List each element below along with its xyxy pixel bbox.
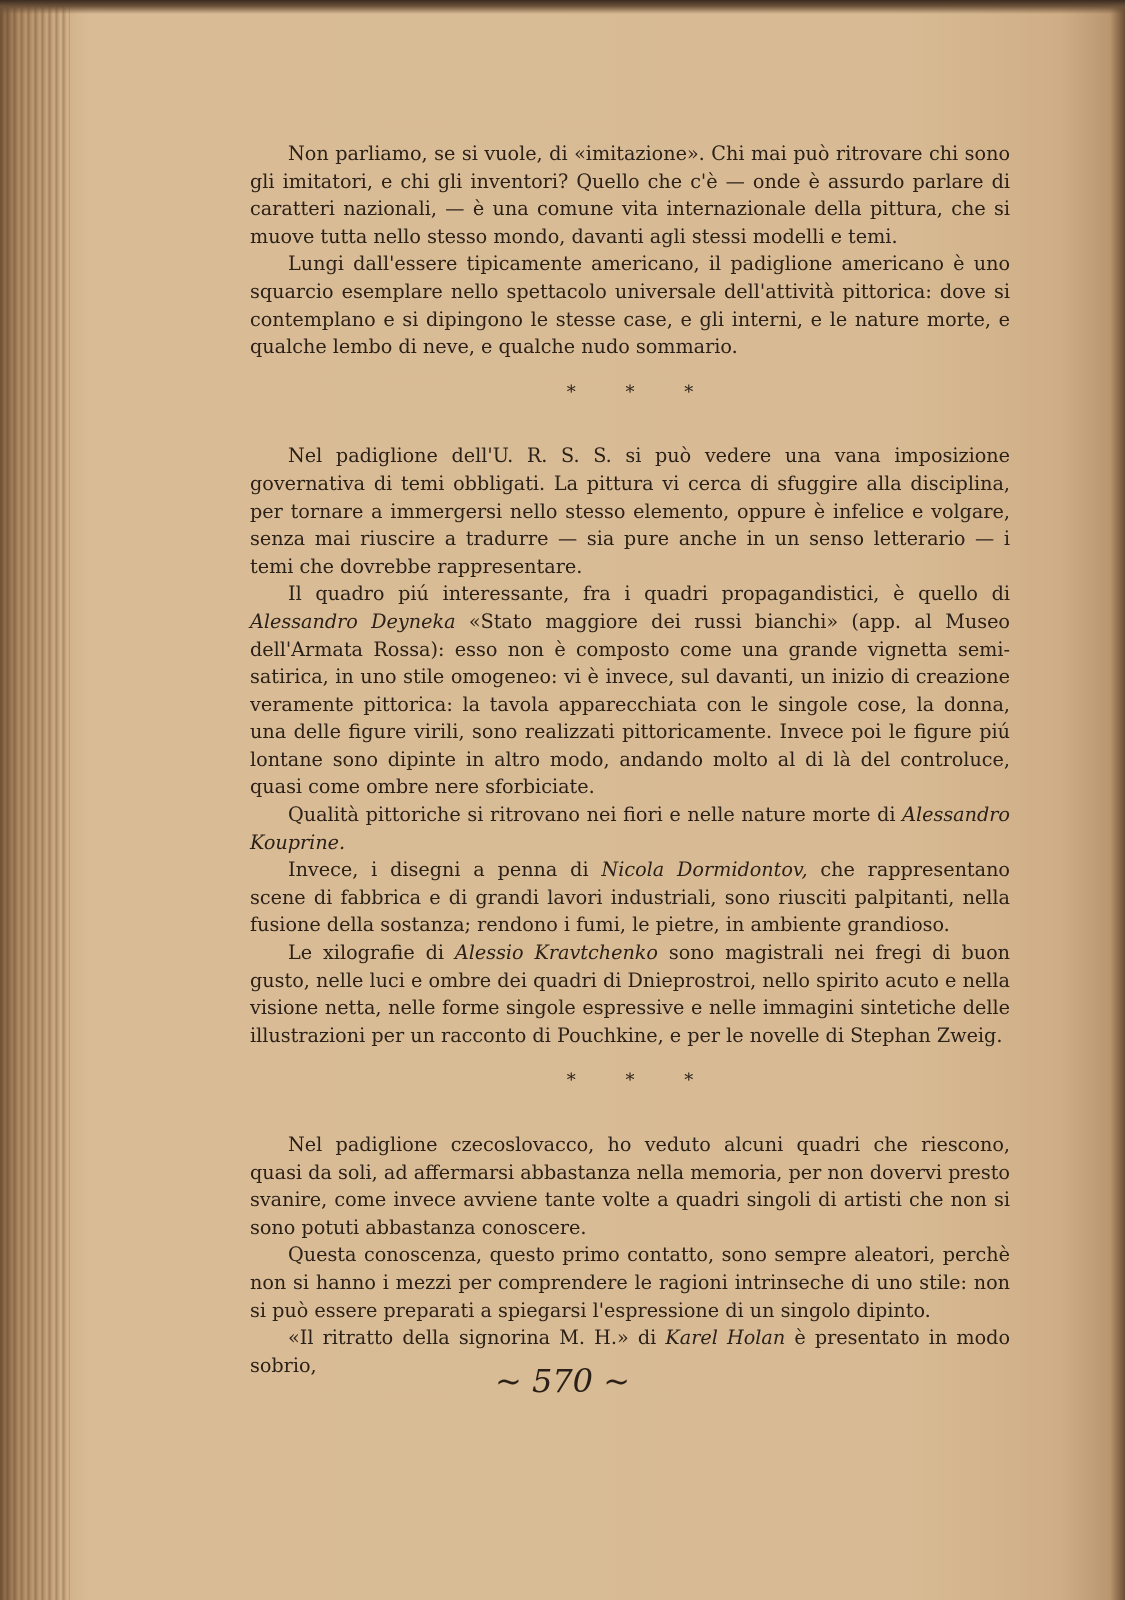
page-body [250,140,1010,1379]
paragraph-imitazione: Non parliamo, se si vuole, di «imitazione». Chi mai può ritrovare chi sono gli imitatori, e chi gli inventori? Quello che c'è — onde è assurdo parlare di caratteri nazionali, — è una comune vita internazionale della pittura, che si muove tutta nello stesso mondo, davanti agli stessi modelli e temi. [250,142,1010,248]
text-run: che rappresentano scene di fabbrica e di grandi lavori industriali, sono riusciti palpitanti, nella fusione della sostanza; rendono i fumi, le pietre, in ambiente grandioso. [250,858,1010,937]
page-number: ~ 570 ~ [494,1362,631,1400]
artist-name: Alessandro Kouprine. [250,803,1010,854]
text-run: «Il ritratto della signorina M. H.» di [288,1326,666,1350]
section-separator: * * * [566,381,716,403]
paragraph-kravtchenko [250,939,1010,1049]
paragraph-deyneka [250,580,1010,801]
text-run: Le xilografie di [288,941,455,965]
text-run: Invece, i disegni a penna di [288,858,602,882]
artist-name: Alessio Kravtchenko [454,941,658,965]
paragraph-kouprine [250,801,1010,856]
text-run: Qualità pittoriche si ritrovano nei fiori e nelle nature morte di [288,803,903,827]
paragraph-conoscenza: Questa conoscenza, questo primo contatto, sono sempre aleatori, perchè non si hanno i mezzi per comprendere le ragioni intrinseche di uno stile: non si può essere preparati a spiegarsi l'espressione di un singolo dipinto. [250,1243,1010,1322]
text-run: Il quadro piú interessante, fra i quadri propagandistici, è quello di [288,582,1010,606]
paragraph-urss-intro: Nel padiglione dell'U. R. S. S. si può vedere una vana imposizione governativa di temi obbligati. La pittura vi cerca di sfuggire alla disciplina, per tornare a immergersi nello stesso elemento, oppure è infelice e volgare, senza mai riuscire a tradurre — sia pure anche in un senso letterario — i temi che dovrebbe rappresentare. [250,444,1010,578]
artist-name: Nicola Dormidontov, [601,858,808,882]
text-run: «Stato maggiore dei russi bianchi» (app. al Museo dell'Armata Rossa): esso non è composto come una grande vignetta semi-satirica, in uno stile omogeneo: vi è invece, sul davanti, un inizio di creazione veramente pittorica: la tavola apparecchiata con le singole cose, la donna, una delle figure virili, sono realizzati pittoricamente. Invece poi le figure piú lontane sono dipinte in altro modo, andando molto al di là del controluce, quasi come ombre nere sforbiciate. [250,609,1010,799]
section-separator: * * * [566,1070,716,1092]
artist-name: Alessandro Deyneka [250,609,456,633]
paragraph-dormidontov [250,856,1010,939]
paragraph-padiglione-americano: Lungi dall'essere tipicamente americano, il padiglione americano è uno squarcio esemplare nello spettacolo universale dell'attività pittorica: dove si contemplano e si dipingono le stesse case, e gli interni, e le nature morte, e qualche lembo di neve, e qualche nudo sommario. [250,252,1010,359]
text-run: sono magistrali nei fregi di buon gusto, nelle luci e ombre dei quadri di Dnieprostroi, nello spirito acuto e nella visione netta, nelle forme singole espressive e nelle immagini sintetiche delle illustrazioni per un racconto di Pouchkine, e per le novelle di Stephan Zweig. [250,941,1010,1047]
paragraph-czecoslovacco: Nel padiglione czecoslovacco, ho veduto alcuni quadri che riescono, quasi da soli, ad affermarsi abbastanza nella memoria, per non dovervi presto svanire, come invece avviene tante volte a quadri singoli di artisti che non si sono potuti abbastanza conoscere. [250,1133,1010,1239]
artist-name: Karel Holan [665,1326,786,1350]
text-run: è presentato in modo sobrio, [250,1326,1010,1377]
